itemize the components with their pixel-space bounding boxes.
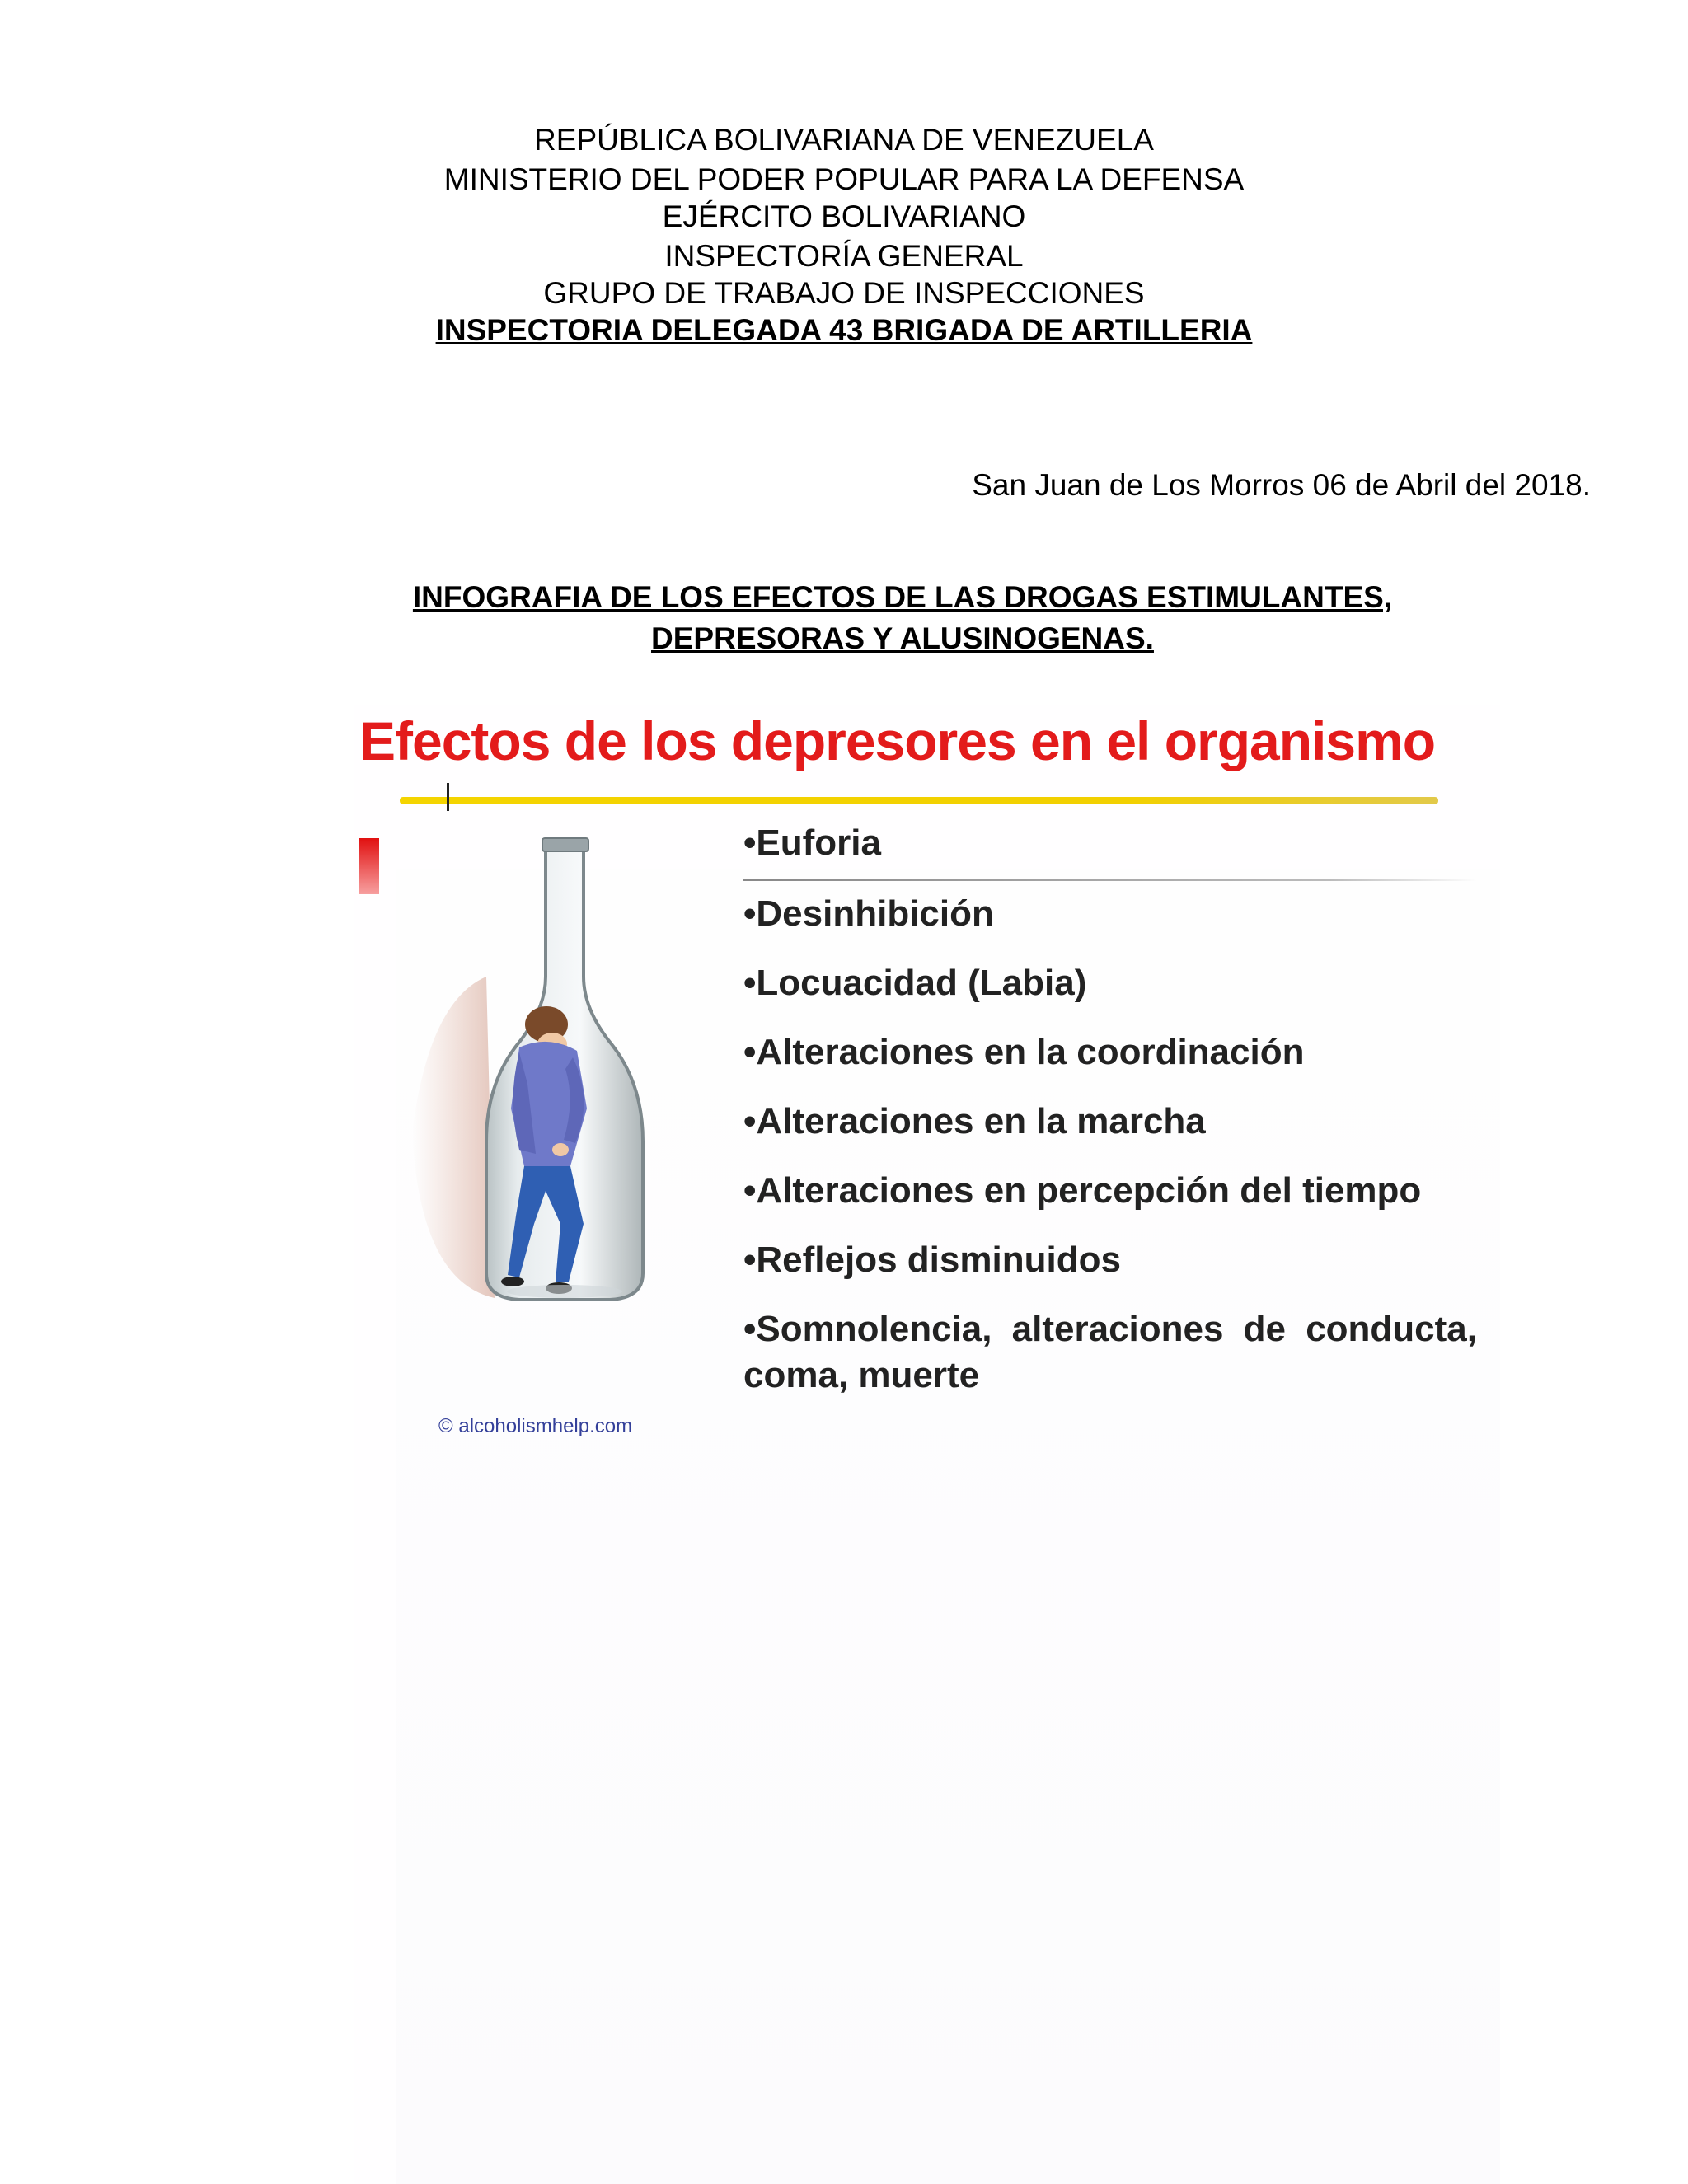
title-underline-bar — [400, 797, 1438, 804]
list-item: •Alteraciones en percepción del tiempo — [743, 1170, 1422, 1211]
header-line-working-group: GRUPO DE TRABAJO DE INSPECCIONES — [543, 276, 1145, 310]
title-bar-tick — [447, 783, 449, 811]
list-item: •Somnolencia, alteraciones de conducta, coma, muerte — [743, 1309, 1477, 1395]
infographic-title: Efectos de los depresores en el organismo — [359, 710, 1436, 771]
list-item: •Reflejos disminuidos — [743, 1240, 1121, 1280]
list-item: •Alteraciones en la coordinación — [743, 1032, 1305, 1072]
document-title-line-1: INFOGRAFIA DE LOS EFECTOS DE LAS DROGAS ESTIMULANTES, — [412, 580, 1393, 614]
list-item: •Euforia — [743, 823, 881, 863]
depressants-infographic — [354, 705, 1500, 2184]
header-line-republic: REPÚBLICA BOLIVARIANA DE VENEZUELA — [534, 123, 1154, 157]
image-credit: © alcoholismhelp.com — [438, 1415, 633, 1437]
list-item: •Desinhibición — [743, 893, 994, 934]
header-line-army: EJÉRCITO BOLIVARIANO — [662, 199, 1026, 233]
document-title-line-2: DEPRESORAS Y ALUSINOGENAS. — [651, 621, 1154, 655]
header-unit: INSPECTORIA DELEGADA 43 BRIGADA DE ARTILLERIA — [435, 313, 1253, 347]
list-separator — [743, 879, 1477, 881]
header-line-inspectorate: INSPECTORÍA GENERAL — [664, 239, 1024, 273]
header-line-ministry: MINISTERIO DEL PODER POPULAR PARA LA DEFENSA — [443, 162, 1245, 196]
effects-list — [743, 820, 1477, 1399]
list-item: •Locuacidad (Labia) — [743, 963, 1087, 1003]
bottle-with-man-illustration — [396, 837, 668, 1306]
date-line: San Juan de Los Morros 06 de Abril del 2018. — [972, 468, 1591, 502]
list-item: •Alteraciones en la marcha — [743, 1101, 1206, 1141]
red-accent-mark — [359, 838, 379, 894]
